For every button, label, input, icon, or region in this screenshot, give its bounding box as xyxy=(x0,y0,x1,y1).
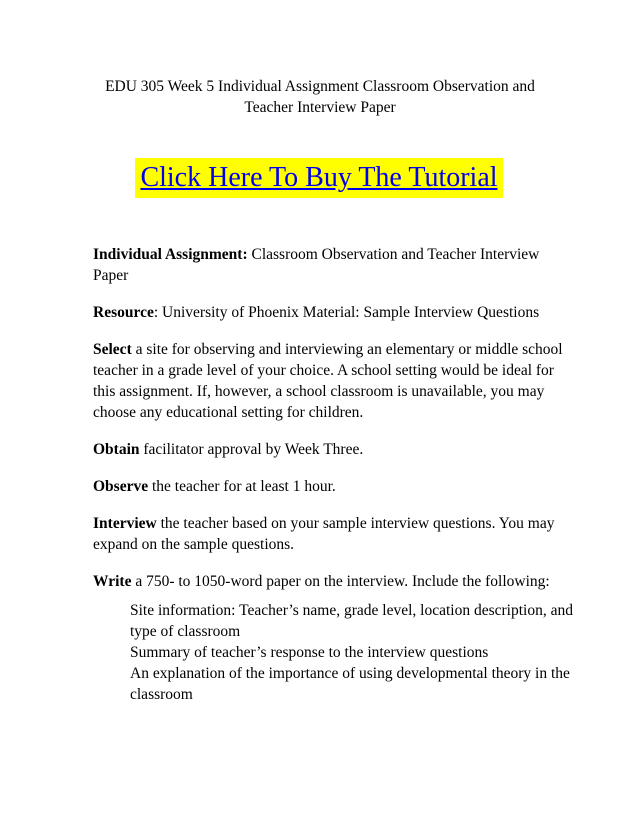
list-item: Site information: Teacher’s name, grade level, location description, and type of classroom xyxy=(130,602,573,640)
paragraph-text: the teacher based on your sample interview questions. You may expand on the sample questions. xyxy=(93,515,555,553)
paragraph-lead: Write xyxy=(93,573,132,590)
paragraph-lead: Resource xyxy=(93,304,154,321)
paragraph-select xyxy=(93,339,573,423)
paragraph-interview xyxy=(93,513,573,555)
paragraph-resource xyxy=(93,302,573,323)
paragraph-text: a site for observing and interviewing an elementary or middle school teacher in a grade level of your choice. A school setting would be ideal for this assignment. If, however, a school classroom is unavailable, you may choose any educational setting for children. xyxy=(93,341,563,421)
cta-container xyxy=(0,158,638,198)
paragraph-lead: Interview xyxy=(93,515,157,532)
paragraph-lead: Observe xyxy=(93,478,149,495)
paragraph-text: : University of Phoenix Material: Sample Interview Questions xyxy=(153,304,540,321)
requirements-list xyxy=(130,600,573,705)
paragraph-observe xyxy=(93,476,573,497)
title-line-1: EDU 305 Week 5 Individual Assignment Classroom Observation and xyxy=(105,78,535,95)
list-item: An explanation of the importance of using developmental theory in the classroom xyxy=(130,665,570,703)
paragraph-assignment xyxy=(93,244,573,286)
buy-tutorial-link[interactable]: Click Here To Buy The Tutorial xyxy=(135,158,502,198)
paragraph-lead: Obtain xyxy=(93,441,140,458)
list-item: Summary of teacher’s response to the interview questions xyxy=(130,644,489,661)
paragraph-lead: Select xyxy=(93,341,132,358)
paragraph-write xyxy=(93,571,573,592)
paragraph-obtain xyxy=(93,439,573,460)
title-line-2: Teacher Interview Paper xyxy=(244,99,396,116)
paragraph-text: facilitator approval by Week Three. xyxy=(139,441,364,458)
paragraph-text: the teacher for at least 1 hour. xyxy=(148,478,336,495)
paragraph-lead: Individual Assignment: xyxy=(93,246,248,263)
document-title xyxy=(60,76,580,118)
paragraph-text: a 750- to 1050-word paper on the interview. Include the following: xyxy=(131,573,550,590)
document-body xyxy=(93,244,573,705)
paragraph-text: Classroom Observation and Teacher Interview Paper xyxy=(93,246,540,284)
